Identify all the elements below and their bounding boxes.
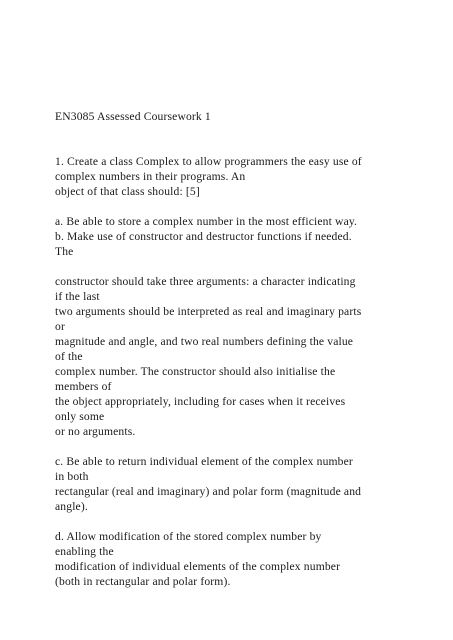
constructor-line-3: two arguments should be interpreted as real and imaginary parts (55, 305, 362, 318)
constructor-line-9: the object appropriately, including for cases when it receives (55, 395, 346, 408)
item-d-line-2: enabling the (55, 545, 114, 558)
q1-intro-line-1: 1. Create a class Complex to allow programmers the easy use of (55, 155, 362, 168)
document-title: EN3085 Assessed Coursework 1 (55, 110, 211, 123)
constructor-line-8: members of (55, 380, 112, 393)
item-c-line-1: c. Be able to return individual element of the complex number (55, 455, 353, 468)
item-a: a. Be able to store a complex number in the most efficient way. (55, 215, 358, 228)
item-d-line-4: (both in rectangular and polar form). (55, 575, 231, 588)
constructor-line-11: or no arguments. (55, 425, 136, 438)
item-c-line-2: in both (55, 470, 89, 483)
constructor-line-2: if the last (55, 290, 100, 303)
item-c-line-3: rectangular (real and imaginary) and polar form (magnitude and (55, 485, 362, 498)
item-d-line-1: d. Allow modification of the stored complex number by (55, 530, 322, 543)
constructor-line-5: magnitude and angle, and two real numbers defining the value (55, 335, 354, 348)
constructor-line-10: only some (55, 410, 105, 423)
q1-intro-line-2: complex numbers in their programs. An (55, 170, 246, 183)
constructor-line-6: of the (55, 350, 83, 363)
item-d-line-3: modification of individual elements of the complex number (55, 560, 341, 573)
constructor-line-1: constructor should take three arguments: a character indicating (55, 275, 356, 288)
item-b-line-1: b. Make use of constructor and destructor functions if needed. (55, 230, 352, 243)
item-c-line-4: angle). (55, 500, 88, 513)
constructor-line-4: or (55, 320, 65, 333)
q1-intro-line-3: object of that class should: [5] (55, 185, 200, 198)
item-b-line-2: The (55, 245, 74, 258)
constructor-line-7: complex number. The constructor should also initialise the (55, 365, 336, 378)
